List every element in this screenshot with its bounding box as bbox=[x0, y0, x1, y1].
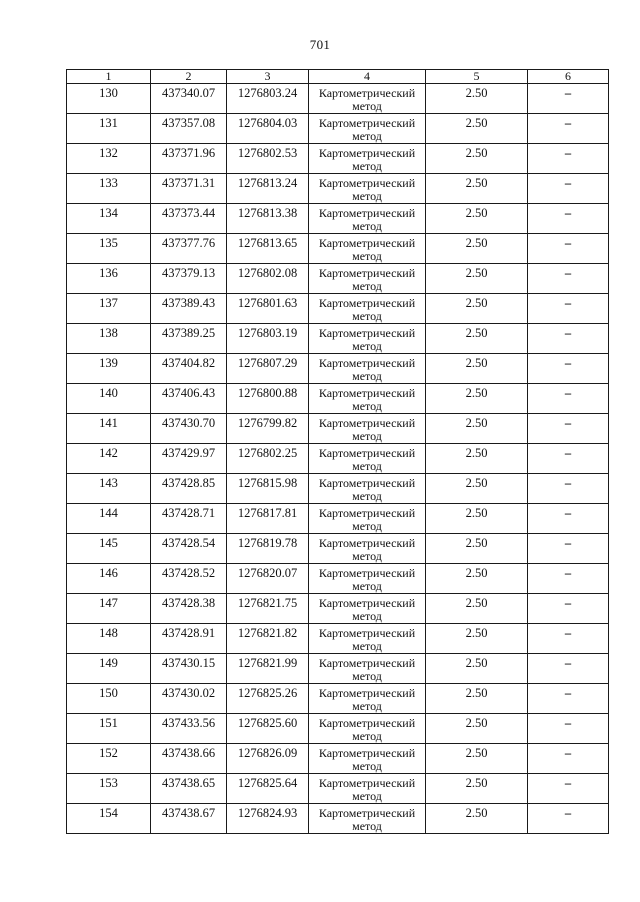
note-cell: – bbox=[528, 354, 609, 384]
table-row bbox=[67, 474, 609, 504]
accuracy-cell: 2.50 bbox=[426, 504, 528, 534]
note-cell: – bbox=[528, 624, 609, 654]
y-coordinate-cell: 1276817.81 bbox=[227, 504, 309, 534]
method-cell bbox=[309, 114, 426, 144]
method-cell bbox=[309, 354, 426, 384]
table-row bbox=[67, 144, 609, 174]
table-row bbox=[67, 294, 609, 324]
y-coordinate-cell: 1276800.88 bbox=[227, 384, 309, 414]
x-coordinate-cell: 437389.25 bbox=[151, 324, 227, 354]
method-line-2: метод bbox=[352, 429, 382, 443]
x-coordinate-cell: 437438.65 bbox=[151, 774, 227, 804]
y-coordinate-cell: 1276825.60 bbox=[227, 714, 309, 744]
note-cell: – bbox=[528, 84, 609, 114]
method-line-2: метод bbox=[352, 399, 382, 413]
method-cell bbox=[309, 624, 426, 654]
table-row bbox=[67, 804, 609, 834]
table-row bbox=[67, 444, 609, 474]
header-col-1: 1 bbox=[67, 70, 151, 84]
method-line-2: метод bbox=[352, 309, 382, 323]
point-number-cell: 132 bbox=[67, 144, 151, 174]
method-cell bbox=[309, 234, 426, 264]
accuracy-cell: 2.50 bbox=[426, 324, 528, 354]
method-line-1: Картометрический bbox=[318, 626, 416, 640]
header-row bbox=[67, 70, 609, 84]
method-line-2: метод bbox=[352, 279, 382, 293]
x-coordinate-cell: 437373.44 bbox=[151, 204, 227, 234]
method-cell bbox=[309, 474, 426, 504]
method-line-1: Картометрический bbox=[318, 326, 416, 340]
method-line-1: Картометрический bbox=[318, 86, 416, 100]
note-cell: – bbox=[528, 774, 609, 804]
method-line-1: Картометрический bbox=[318, 476, 416, 490]
table-row bbox=[67, 564, 609, 594]
y-coordinate-cell: 1276825.64 bbox=[227, 774, 309, 804]
table-row bbox=[67, 534, 609, 564]
point-number-cell: 138 bbox=[67, 324, 151, 354]
x-coordinate-cell: 437357.08 bbox=[151, 114, 227, 144]
note-cell: – bbox=[528, 264, 609, 294]
y-coordinate-cell: 1276801.63 bbox=[227, 294, 309, 324]
method-cell bbox=[309, 504, 426, 534]
accuracy-cell: 2.50 bbox=[426, 534, 528, 564]
method-cell bbox=[309, 564, 426, 594]
point-number-cell: 145 bbox=[67, 534, 151, 564]
note-cell: – bbox=[528, 114, 609, 144]
table-row bbox=[67, 654, 609, 684]
method-cell bbox=[309, 534, 426, 564]
note-cell: – bbox=[528, 684, 609, 714]
method-line-1: Картометрический bbox=[318, 536, 416, 550]
method-line-2: метод bbox=[352, 579, 382, 593]
accuracy-cell: 2.50 bbox=[426, 474, 528, 504]
x-coordinate-cell: 437428.85 bbox=[151, 474, 227, 504]
note-cell: – bbox=[528, 804, 609, 834]
accuracy-cell: 2.50 bbox=[426, 444, 528, 474]
x-coordinate-cell: 437428.71 bbox=[151, 504, 227, 534]
table-row bbox=[67, 204, 609, 234]
note-cell: – bbox=[528, 564, 609, 594]
x-coordinate-cell: 437340.07 bbox=[151, 84, 227, 114]
method-cell bbox=[309, 264, 426, 294]
table-row bbox=[67, 234, 609, 264]
table-row bbox=[67, 354, 609, 384]
accuracy-cell: 2.50 bbox=[426, 414, 528, 444]
x-coordinate-cell: 437379.13 bbox=[151, 264, 227, 294]
accuracy-cell: 2.50 bbox=[426, 564, 528, 594]
x-coordinate-cell: 437429.97 bbox=[151, 444, 227, 474]
method-line-2: метод bbox=[352, 699, 382, 713]
point-number-cell: 141 bbox=[67, 414, 151, 444]
y-coordinate-cell: 1276803.19 bbox=[227, 324, 309, 354]
method-line-1: Картометрический bbox=[318, 656, 416, 670]
point-number-cell: 152 bbox=[67, 744, 151, 774]
y-coordinate-cell: 1276821.99 bbox=[227, 654, 309, 684]
x-coordinate-cell: 437428.38 bbox=[151, 594, 227, 624]
y-coordinate-cell: 1276813.65 bbox=[227, 234, 309, 264]
accuracy-cell: 2.50 bbox=[426, 594, 528, 624]
note-cell: – bbox=[528, 534, 609, 564]
point-number-cell: 136 bbox=[67, 264, 151, 294]
table-row bbox=[67, 624, 609, 654]
x-coordinate-cell: 437404.82 bbox=[151, 354, 227, 384]
accuracy-cell: 2.50 bbox=[426, 624, 528, 654]
method-line-1: Картометрический bbox=[318, 776, 416, 790]
note-cell: – bbox=[528, 594, 609, 624]
table-body bbox=[67, 84, 609, 834]
note-cell: – bbox=[528, 204, 609, 234]
accuracy-cell: 2.50 bbox=[426, 84, 528, 114]
note-cell: – bbox=[528, 474, 609, 504]
method-line-2: метод bbox=[352, 219, 382, 233]
table-row bbox=[67, 504, 609, 534]
table-row bbox=[67, 684, 609, 714]
y-coordinate-cell: 1276815.98 bbox=[227, 474, 309, 504]
point-number-cell: 147 bbox=[67, 594, 151, 624]
note-cell: – bbox=[528, 234, 609, 264]
method-line-1: Картометрический bbox=[318, 746, 416, 760]
accuracy-cell: 2.50 bbox=[426, 114, 528, 144]
method-line-1: Картометрический bbox=[318, 686, 416, 700]
y-coordinate-cell: 1276825.26 bbox=[227, 684, 309, 714]
method-line-1: Картометрический bbox=[318, 716, 416, 730]
note-cell: – bbox=[528, 414, 609, 444]
method-line-1: Картометрический bbox=[318, 446, 416, 460]
table-row bbox=[67, 324, 609, 354]
method-line-1: Картометрический bbox=[318, 356, 416, 370]
accuracy-cell: 2.50 bbox=[426, 354, 528, 384]
x-coordinate-cell: 437430.15 bbox=[151, 654, 227, 684]
header-col-4: 4 bbox=[309, 70, 426, 84]
coordinates-table bbox=[66, 69, 609, 834]
method-cell bbox=[309, 654, 426, 684]
method-line-2: метод bbox=[352, 639, 382, 653]
point-number-cell: 146 bbox=[67, 564, 151, 594]
note-cell: – bbox=[528, 714, 609, 744]
accuracy-cell: 2.50 bbox=[426, 144, 528, 174]
y-coordinate-cell: 1276813.38 bbox=[227, 204, 309, 234]
method-line-2: метод bbox=[352, 549, 382, 563]
note-cell: – bbox=[528, 174, 609, 204]
method-line-1: Картометрический bbox=[318, 236, 416, 250]
accuracy-cell: 2.50 bbox=[426, 684, 528, 714]
method-line-2: метод bbox=[352, 819, 382, 833]
header-col-2: 2 bbox=[151, 70, 227, 84]
accuracy-cell: 2.50 bbox=[426, 804, 528, 834]
table-row bbox=[67, 114, 609, 144]
y-coordinate-cell: 1276803.24 bbox=[227, 84, 309, 114]
table-row bbox=[67, 744, 609, 774]
point-number-cell: 143 bbox=[67, 474, 151, 504]
table-row bbox=[67, 594, 609, 624]
point-number-cell: 134 bbox=[67, 204, 151, 234]
point-number-cell: 153 bbox=[67, 774, 151, 804]
table-row bbox=[67, 84, 609, 114]
method-line-1: Картометрический bbox=[318, 596, 416, 610]
method-line-2: метод bbox=[352, 789, 382, 803]
method-line-2: метод bbox=[352, 249, 382, 263]
method-cell bbox=[309, 144, 426, 174]
method-line-1: Картометрический bbox=[318, 386, 416, 400]
table-row bbox=[67, 714, 609, 744]
note-cell: – bbox=[528, 384, 609, 414]
y-coordinate-cell: 1276813.24 bbox=[227, 174, 309, 204]
y-coordinate-cell: 1276820.07 bbox=[227, 564, 309, 594]
header-col-5: 5 bbox=[426, 70, 528, 84]
method-line-2: метод bbox=[352, 729, 382, 743]
method-cell bbox=[309, 804, 426, 834]
method-line-1: Картометрический bbox=[318, 146, 416, 160]
accuracy-cell: 2.50 bbox=[426, 174, 528, 204]
y-coordinate-cell: 1276804.03 bbox=[227, 114, 309, 144]
point-number-cell: 142 bbox=[67, 444, 151, 474]
note-cell: – bbox=[528, 294, 609, 324]
method-cell bbox=[309, 294, 426, 324]
method-line-2: метод bbox=[352, 489, 382, 503]
table-row bbox=[67, 264, 609, 294]
method-line-2: метод bbox=[352, 519, 382, 533]
point-number-cell: 151 bbox=[67, 714, 151, 744]
method-line-1: Картометрический bbox=[318, 566, 416, 580]
header-col-3: 3 bbox=[227, 70, 309, 84]
accuracy-cell: 2.50 bbox=[426, 234, 528, 264]
point-number-cell: 131 bbox=[67, 114, 151, 144]
table-row bbox=[67, 774, 609, 804]
page-number: 701 bbox=[309, 37, 331, 52]
table-row bbox=[67, 174, 609, 204]
method-line-2: метод bbox=[352, 339, 382, 353]
point-number-cell: 139 bbox=[67, 354, 151, 384]
point-number-cell: 154 bbox=[67, 804, 151, 834]
x-coordinate-cell: 437428.91 bbox=[151, 624, 227, 654]
y-coordinate-cell: 1276802.53 bbox=[227, 144, 309, 174]
y-coordinate-cell: 1276799.82 bbox=[227, 414, 309, 444]
point-number-cell: 144 bbox=[67, 504, 151, 534]
method-line-1: Картометрический bbox=[318, 506, 416, 520]
point-number-cell: 130 bbox=[67, 84, 151, 114]
method-line-1: Картометрический bbox=[318, 416, 416, 430]
method-cell bbox=[309, 594, 426, 624]
method-cell bbox=[309, 204, 426, 234]
accuracy-cell: 2.50 bbox=[426, 774, 528, 804]
y-coordinate-cell: 1276824.93 bbox=[227, 804, 309, 834]
accuracy-cell: 2.50 bbox=[426, 294, 528, 324]
y-coordinate-cell: 1276821.82 bbox=[227, 624, 309, 654]
point-number-cell: 150 bbox=[67, 684, 151, 714]
note-cell: – bbox=[528, 744, 609, 774]
method-line-2: метод bbox=[352, 459, 382, 473]
accuracy-cell: 2.50 bbox=[426, 744, 528, 774]
method-cell bbox=[309, 444, 426, 474]
x-coordinate-cell: 437433.56 bbox=[151, 714, 227, 744]
method-cell bbox=[309, 324, 426, 354]
point-number-cell: 133 bbox=[67, 174, 151, 204]
method-cell bbox=[309, 84, 426, 114]
x-coordinate-cell: 437406.43 bbox=[151, 384, 227, 414]
method-line-2: метод bbox=[352, 669, 382, 683]
y-coordinate-cell: 1276821.75 bbox=[227, 594, 309, 624]
x-coordinate-cell: 437428.54 bbox=[151, 534, 227, 564]
method-cell bbox=[309, 744, 426, 774]
x-coordinate-cell: 437430.02 bbox=[151, 684, 227, 714]
x-coordinate-cell: 437430.70 bbox=[151, 414, 227, 444]
x-coordinate-cell: 437377.76 bbox=[151, 234, 227, 264]
accuracy-cell: 2.50 bbox=[426, 384, 528, 414]
method-line-2: метод bbox=[352, 129, 382, 143]
method-line-1: Картометрический bbox=[318, 296, 416, 310]
accuracy-cell: 2.50 bbox=[426, 264, 528, 294]
method-cell bbox=[309, 774, 426, 804]
y-coordinate-cell: 1276802.25 bbox=[227, 444, 309, 474]
method-line-2: метод bbox=[352, 609, 382, 623]
y-coordinate-cell: 1276826.09 bbox=[227, 744, 309, 774]
method-line-1: Картометрический bbox=[318, 266, 416, 280]
method-line-1: Картометрический bbox=[318, 206, 416, 220]
table-header bbox=[67, 70, 609, 84]
note-cell: – bbox=[528, 654, 609, 684]
point-number-cell: 137 bbox=[67, 294, 151, 324]
accuracy-cell: 2.50 bbox=[426, 204, 528, 234]
header-col-6: 6 bbox=[528, 70, 609, 84]
method-line-2: метод bbox=[352, 159, 382, 173]
table-row bbox=[67, 384, 609, 414]
note-cell: – bbox=[528, 504, 609, 534]
note-cell: – bbox=[528, 144, 609, 174]
accuracy-cell: 2.50 bbox=[426, 654, 528, 684]
point-number-cell: 140 bbox=[67, 384, 151, 414]
method-line-2: метод bbox=[352, 189, 382, 203]
method-line-1: Картометрический bbox=[318, 806, 416, 820]
y-coordinate-cell: 1276819.78 bbox=[227, 534, 309, 564]
x-coordinate-cell: 437428.52 bbox=[151, 564, 227, 594]
x-coordinate-cell: 437371.96 bbox=[151, 144, 227, 174]
x-coordinate-cell: 437389.43 bbox=[151, 294, 227, 324]
method-cell bbox=[309, 174, 426, 204]
point-number-cell: 135 bbox=[67, 234, 151, 264]
method-line-2: метод bbox=[352, 99, 382, 113]
point-number-cell: 149 bbox=[67, 654, 151, 684]
method-line-2: метод bbox=[352, 369, 382, 383]
method-line-2: метод bbox=[352, 759, 382, 773]
method-line-1: Картометрический bbox=[318, 116, 416, 130]
method-cell bbox=[309, 414, 426, 444]
x-coordinate-cell: 437438.67 bbox=[151, 804, 227, 834]
y-coordinate-cell: 1276807.29 bbox=[227, 354, 309, 384]
method-cell bbox=[309, 684, 426, 714]
point-number-cell: 148 bbox=[67, 624, 151, 654]
table-row bbox=[67, 414, 609, 444]
method-cell bbox=[309, 384, 426, 414]
method-cell bbox=[309, 714, 426, 744]
note-cell: – bbox=[528, 444, 609, 474]
accuracy-cell: 2.50 bbox=[426, 714, 528, 744]
y-coordinate-cell: 1276802.08 bbox=[227, 264, 309, 294]
x-coordinate-cell: 437438.66 bbox=[151, 744, 227, 774]
method-line-1: Картометрический bbox=[318, 176, 416, 190]
x-coordinate-cell: 437371.31 bbox=[151, 174, 227, 204]
note-cell: – bbox=[528, 324, 609, 354]
